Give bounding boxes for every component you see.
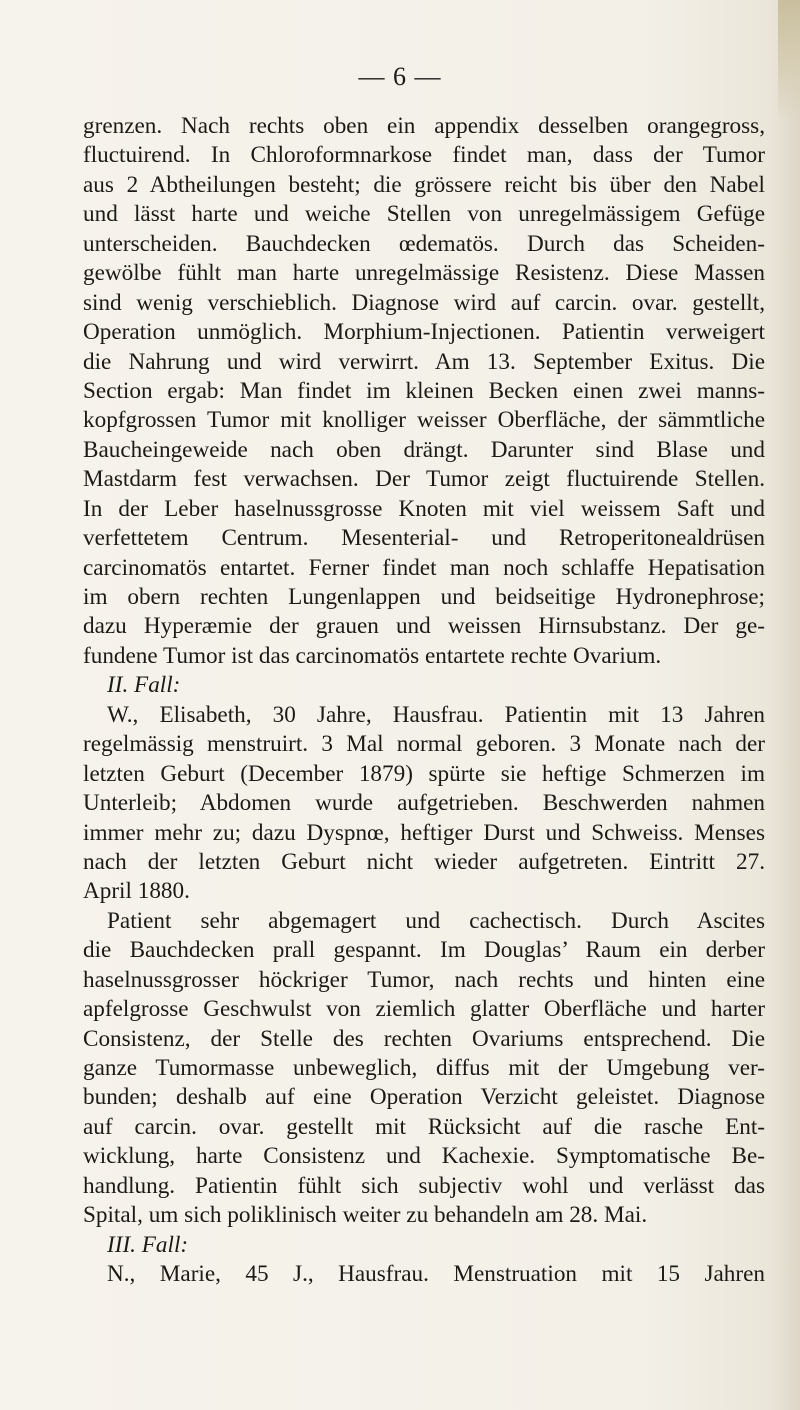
body-text <box>83 112 765 1290</box>
text-line: Operation unmöglich. Morphium-Injectionen. Patientin verweigert <box>83 319 765 346</box>
text-line: carcinomatös entartet. Ferner findet man noch schlaffe Hepatisation <box>83 554 765 581</box>
text-line: aus 2 Abtheilungen besteht; die grössere reicht bis über den Nabel <box>83 171 765 198</box>
text-line: immer mehr zu; dazu Dyspnœ, heftiger Durst und Schweiss. Menses <box>83 819 765 846</box>
text-line: W., Elisabeth, 30 Jahre, Hausfrau. Patientin mit 13 Jahren <box>107 701 765 728</box>
text-line: sind wenig verschieblich. Diagnose wird auf carcin. ovar. gestellt, <box>83 289 765 316</box>
text-line: fundene Tumor ist das carcinomatös entartete rechte Ovarium. <box>83 642 662 669</box>
text-line: Patient sehr abgemagert und cachectisch. Durch Ascites <box>107 907 765 934</box>
text-line: dazu Hyperæmie der grauen und weissen Hirnsubstanz. Der ge- <box>83 613 765 640</box>
text-line: N., Marie, 45 J., Hausfrau. Menstruation mit 15 Jahren <box>107 1261 765 1288</box>
text-line: Baucheingeweide nach oben drängt. Darunter sind Blase und <box>83 436 765 463</box>
text-line: im obern rechten Lungenlappen und beidseitige Hydronephrose; <box>83 584 765 610</box>
text-line: nach der letzten Geburt nicht wieder aufgetreten. Eintritt 27. <box>83 848 765 875</box>
text-line: wicklung, harte Consistenz und Kachexie. Symptomatische Be- <box>83 1143 765 1170</box>
text-line: ganze Tumormasse unbeweglich, diffus mit der Umgebung ver- <box>83 1055 765 1081</box>
text-line: und lässt harte und weiche Stellen von unregelmässigem Gefüge <box>83 201 765 228</box>
text-line: bunden; deshalb auf eine Operation Verzicht geleistet. Diagnose <box>83 1084 765 1111</box>
case-heading: II. Fall: <box>107 672 181 699</box>
text-line: Unterleib; Abdomen wurde aufgetrieben. Beschwerden nahmen <box>83 790 765 817</box>
text-line: Consistenz, der Stelle des rechten Ovariums entsprechend. Die <box>83 1025 765 1052</box>
text-line: die Bauchdecken prall gespannt. Im Douglas’ Raum ein derber <box>83 937 765 964</box>
page-number: — 6 — <box>358 62 442 91</box>
text-line: kopfgrossen Tumor mit knolliger weisser Oberfläche, der sämmtliche <box>83 407 765 434</box>
case-heading: III. Fall: <box>107 1231 189 1258</box>
text-line: Section ergab: Man findet im kleinen Becken einen zwei manns- <box>83 377 765 404</box>
text-line: regelmässig menstruirt. 3 Mal normal geboren. 3 Monate nach der <box>83 731 765 758</box>
text-line: In der Leber haselnussgrosse Knoten mit viel weissem Saft und <box>83 495 765 522</box>
text-line: fluctuirend. In Chloroformnarkose findet man, dass der Tumor <box>83 142 765 169</box>
text-line: auf carcin. ovar. gestellt mit Rücksicht auf die rasche Ent- <box>83 1113 765 1140</box>
text-line: Mastdarm fest verwachsen. Der Tumor zeigt fluctuirende Stellen. <box>83 466 765 493</box>
text-line: gewölbe fühlt man harte unregelmässige Resistenz. Diese Massen <box>83 260 765 287</box>
text-line: grenzen. Nach rechts oben ein appendix desselben orangegross, <box>83 113 765 139</box>
text-line: die Nahrung und wird verwirrt. Am 13. September Exitus. Die <box>83 348 765 375</box>
text-line: verfettetem Centrum. Mesenterial- und Retroperitonealdrüsen <box>83 525 765 552</box>
text-line: handlung. Patientin fühlt sich subjectiv wohl und verlässt das <box>83 1172 765 1199</box>
text-line: haselnussgrosser höckriger Tumor, nach rechts und hinten eine <box>83 966 765 993</box>
text-line: letzten Geburt (December 1879) spürte sie heftige Schmerzen im <box>83 760 765 787</box>
text-line: April 1880. <box>83 878 190 905</box>
text-line: apfelgrosse Geschwulst von ziemlich glatter Oberfläche und harter <box>83 996 765 1023</box>
text-line: unterscheiden. Bauchdecken œdematös. Durch das Scheiden- <box>83 230 765 257</box>
text-line: Spital, um sich poliklinisch weiter zu behandeln am 28. Mai. <box>83 1202 648 1229</box>
page-edge-stain <box>778 0 800 120</box>
